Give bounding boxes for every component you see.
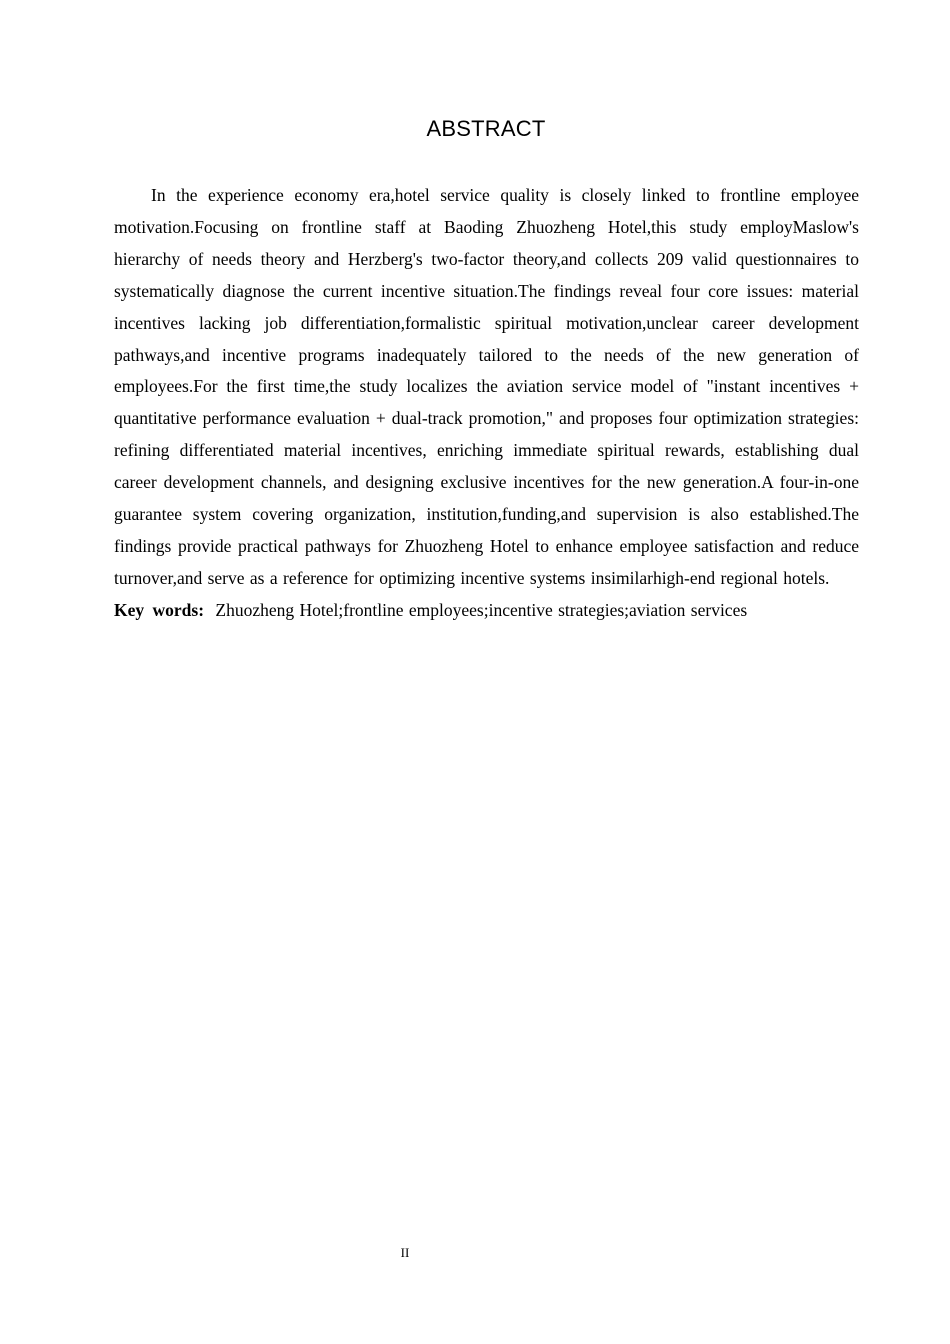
abstract-paragraph: In the experience economy era,hotel service quality is closely linked to frontline employee motivation.Focusing on frontline staff at Baoding Zhuozheng Hotel,this study employMaslow's hierarchy of needs theory and Herzberg's two-factor theory,and collects 209 valid questionnaires to systematically diagnose the current incentive situation.The findings reveal four core issues: material incentives lacking job differentiation,formalistic spiritual motivation,unclear career development pathways,and incentive programs inadequately tailored to the needs of the new generation of employees.For the first time,the study localizes the aviation service model of "instant incentives + quantitative performance evaluation + dual-track promotion," and proposes four optimization strategies: refining differentiated material incentives, enriching immediate spiritual rewards, establishing dual career development channels, and designing exclusive incentives for the new generation.A four-in-one guarantee system covering organization, institution,funding,and supervision is also established.The findings provide practical pathways for Zhuozheng Hotel to enhance employee satisfaction and reduce turnover,and serve as a reference for optimizing incentive systems insimilarhigh-end regional hotels. bbox=[114, 185, 859, 588]
abstract-body bbox=[114, 180, 859, 627]
abstract-title: ABSTRACT bbox=[426, 116, 546, 141]
keywords-label: Key words: bbox=[114, 599, 205, 620]
page-number: II bbox=[400, 1245, 410, 1260]
keywords-text: Zhuozheng Hotel;frontline employees;incentive strategies;aviation services bbox=[215, 599, 748, 620]
keywords-line bbox=[114, 595, 859, 627]
